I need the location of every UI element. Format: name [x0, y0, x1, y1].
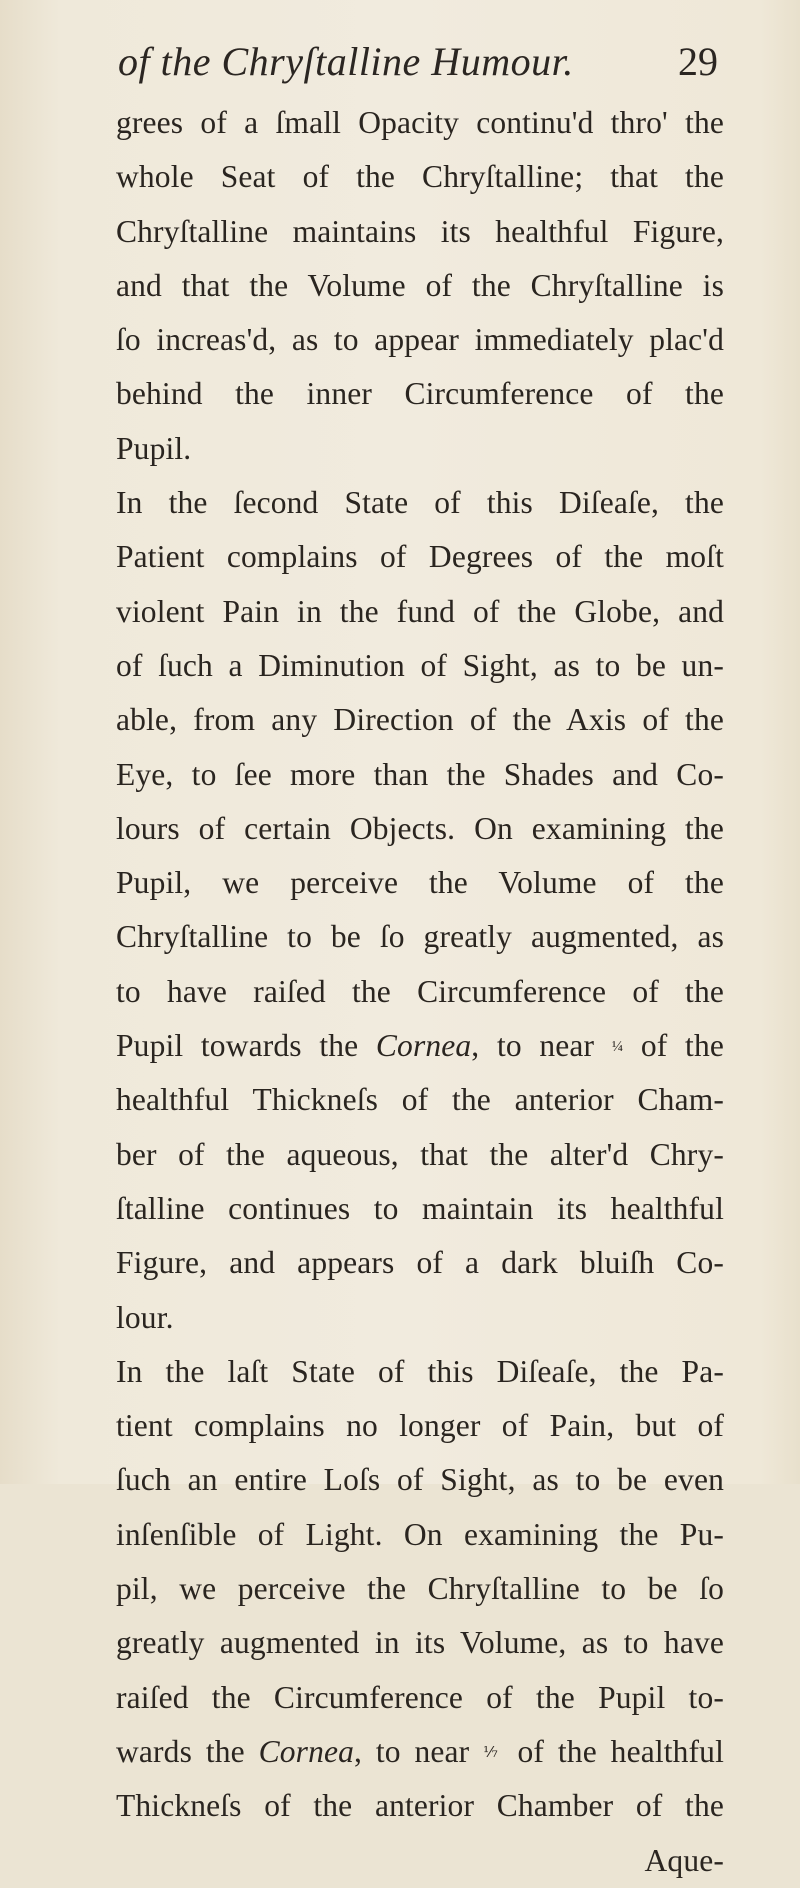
text-line-15: Pupil, we perceive the Volume of the: [116, 865, 724, 901]
text-line-7: Pupil.: [116, 430, 192, 466]
italic-term: Cornea: [375, 1028, 472, 1064]
text-line-14: lours of certain Objects. On examining the: [116, 810, 724, 846]
text-line-8: In the ſecond State of this Diſeaſe, the: [116, 485, 724, 521]
text-line-17: to have raiſed the Circumference of the: [116, 973, 724, 1009]
text-line-6: behind the inner Circumference of the: [116, 376, 724, 412]
text-line-27: inſenſible of Light. On examining the Pu-: [116, 1516, 724, 1552]
fraction: ⅐: [483, 1744, 504, 1761]
running-title: of the Chryſtalline Humour.: [118, 39, 574, 84]
text-line-21: ſtalline continues to maintain its healthful: [116, 1190, 724, 1226]
text-line-3: Chryſtalline maintains its healthful Figure,: [116, 213, 724, 249]
text-line-24: In the laſt State of this Diſeaſe, the Pa-: [116, 1353, 724, 1389]
text-line-2: whole Seat of the Chryſtalline; that the: [116, 159, 724, 195]
page-number: 29: [678, 39, 718, 84]
fraction: ¼: [611, 1039, 624, 1056]
text-line-20: ber of the aqueous, that the alter'd Chry-: [116, 1136, 724, 1172]
text-line-25: tient complains no longer of Pain, but of: [116, 1408, 724, 1444]
text-line-23: lour.: [116, 1299, 174, 1335]
text-line-18: Pupil towards the Cornea, to near ¼ of the: [116, 1028, 724, 1064]
text-line-19: healthful Thickneſs of the anterior Cham-: [116, 1082, 724, 1118]
text-line-4: and that the Volume of the Chryſtalline is: [116, 267, 724, 303]
text-line-29: greatly augmented in its Volume, as to have: [116, 1625, 724, 1661]
text-line-31: wards the Cornea, to near ⅐ of the healthful: [116, 1733, 724, 1769]
text-line-1: grees of a ſmall Opacity continu'd thro' the: [116, 105, 724, 140]
text-line-13: Eye, to ſee more than the Shades and Co-: [116, 756, 724, 792]
text-line-11: of ſuch a Diminution of Sight, as to be un-: [116, 647, 724, 683]
text-line-5: ſo increas'd, as to appear immediately plac'd: [116, 322, 724, 358]
text-line-10: violent Pain in the fund of the Globe, and: [116, 593, 724, 629]
italic-term: Cornea: [258, 1733, 354, 1769]
running-head: [118, 38, 718, 88]
body-text: [116, 96, 724, 1888]
text-line-12: able, from any Direction of the Axis of the: [116, 702, 724, 738]
text-line-16: Chryſtalline to be ſo greatly augmented, as: [116, 919, 724, 955]
text-line-28: pil, we perceive the Chryſtalline to be ſo: [116, 1571, 724, 1607]
catchword: Aque-: [644, 1842, 724, 1878]
text-line-26: ſuch an entire Loſs of Sight, as to be even: [116, 1462, 724, 1498]
text-line-30: raiſed the Circumference of the Pupil to-: [116, 1679, 724, 1715]
text-line-22: Figure, and appears of a dark bluiſh Co-: [116, 1245, 724, 1281]
text-line-9: Patient complains of Degrees of the moſt: [116, 539, 724, 575]
text-line-32: Thickneſs of the anterior Chamber of the: [116, 1788, 724, 1824]
